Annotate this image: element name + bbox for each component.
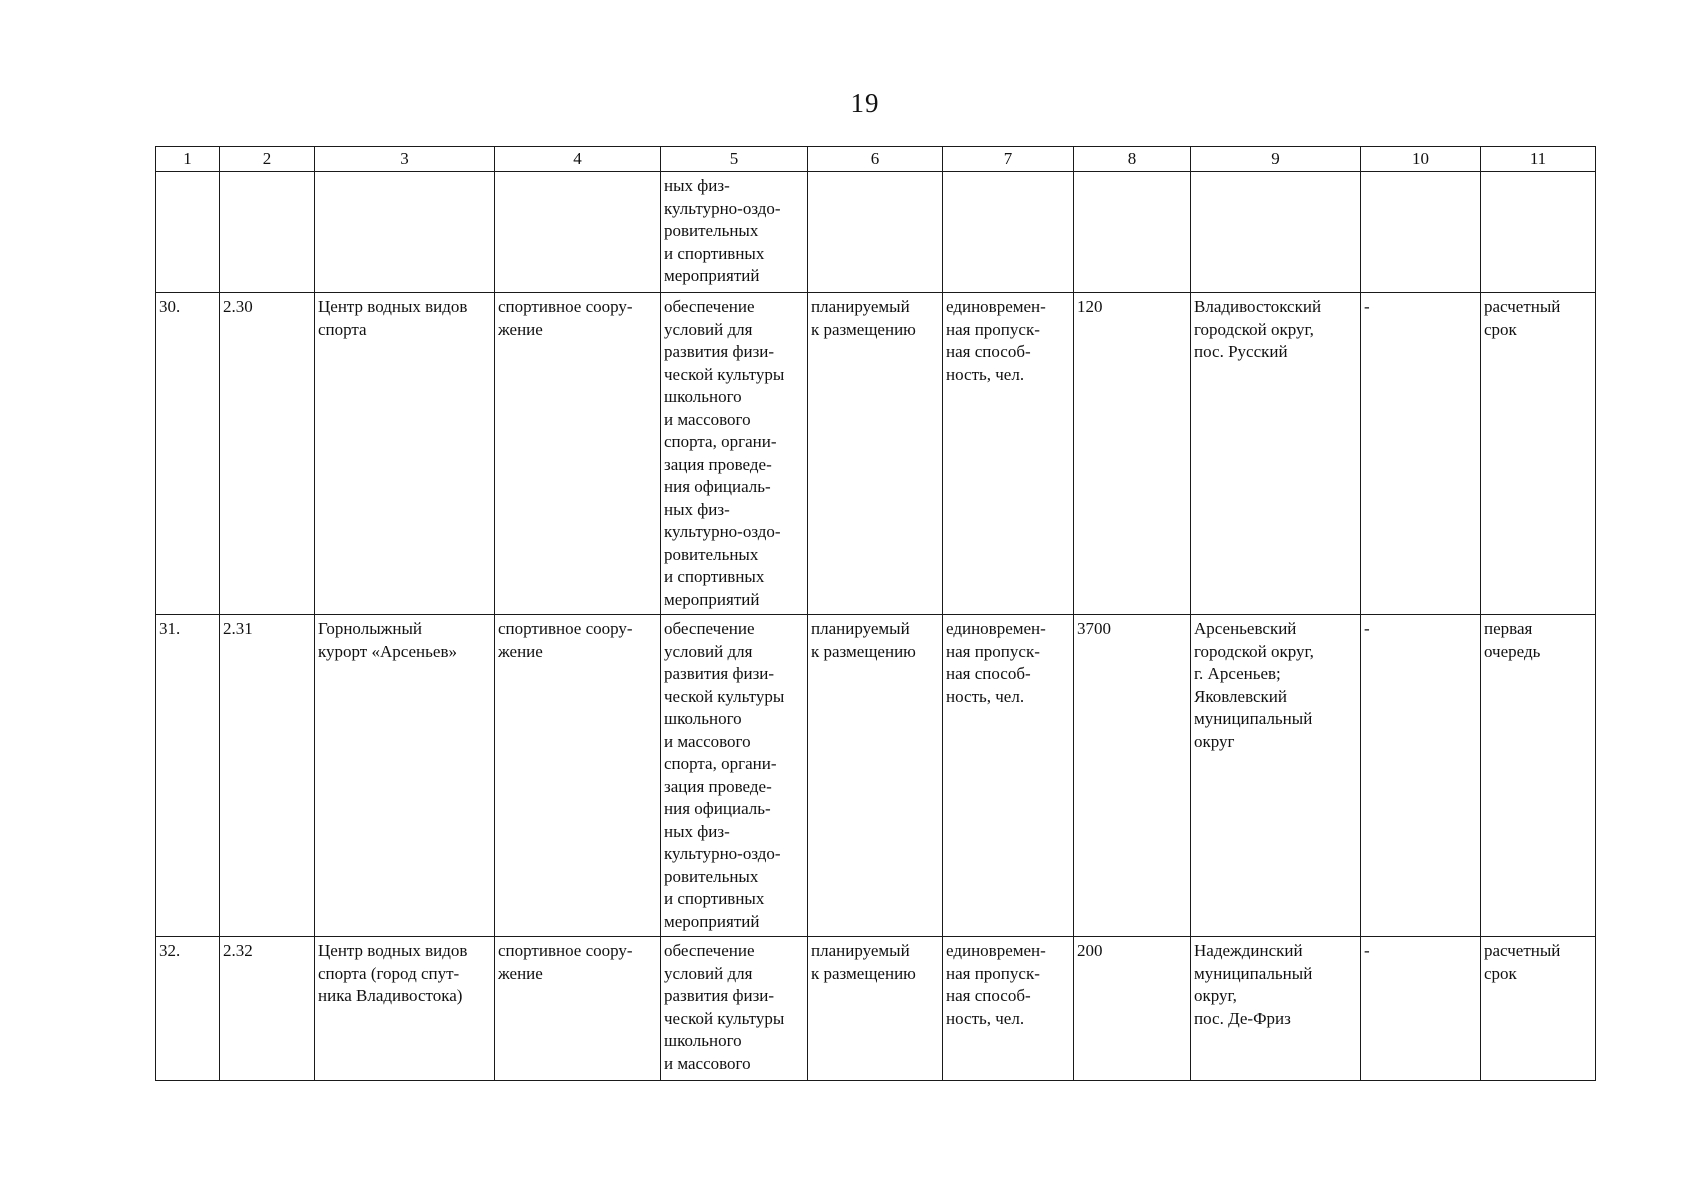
column-header: 3 xyxy=(315,147,495,172)
table-cell: 120 xyxy=(1074,293,1191,615)
table-row xyxy=(156,615,1596,937)
table-cell: обеспечение условий для развития физи- ческой культуры школьного и массового xyxy=(661,937,808,1081)
table-cell: обеспечение условий для развития физи- ческой культуры школьного и массового спорта, органи- зация проведе- ния официаль- ных физ- культурно-оздо- ровительных и спортивных мероприятий xyxy=(661,293,808,615)
table-cell: планируемый к размещению xyxy=(808,615,943,937)
table-cell: спортивное соору- жение xyxy=(495,293,661,615)
table-cell: Арсеньевский городской округ, г. Арсеньев; Яковлевский муниципальный округ xyxy=(1191,615,1361,937)
table-cell: 200 xyxy=(1074,937,1191,1081)
column-header: 2 xyxy=(220,147,315,172)
data-table xyxy=(155,146,1596,1081)
column-header: 10 xyxy=(1361,147,1481,172)
page-number: 19 xyxy=(850,88,880,118)
column-header: 5 xyxy=(661,147,808,172)
table-row xyxy=(156,293,1596,615)
table-cell: Надеждинский муниципальный округ, пос. Де-Фриз xyxy=(1191,937,1361,1081)
table-cell xyxy=(1361,172,1481,293)
table-cell: спортивное соору- жение xyxy=(495,937,661,1081)
header-row xyxy=(156,147,1596,172)
column-header: 6 xyxy=(808,147,943,172)
table-cell: 2.31 xyxy=(220,615,315,937)
table-cell: единовремен- ная пропуск- ная способ- ность, чел. xyxy=(943,937,1074,1081)
table-cell: ных физ- культурно-оздо- ровительных и спортивных мероприятий xyxy=(661,172,808,293)
table-cell: единовремен- ная пропуск- ная способ- ность, чел. xyxy=(943,615,1074,937)
table-cell xyxy=(808,172,943,293)
table-cell: Владивостокский городской округ, пос. Русский xyxy=(1191,293,1361,615)
column-header: 7 xyxy=(943,147,1074,172)
table-cell: спортивное соору- жение xyxy=(495,615,661,937)
table-cell xyxy=(943,172,1074,293)
table-cell: 2.30 xyxy=(220,293,315,615)
column-header: 1 xyxy=(156,147,220,172)
table-cell: 30. xyxy=(156,293,220,615)
table-cell: расчетный срок xyxy=(1481,293,1596,615)
table-cell: планируемый к размещению xyxy=(808,937,943,1081)
table-cell: Центр водных видов спорта xyxy=(315,293,495,615)
table-cell: планируемый к размещению xyxy=(808,293,943,615)
table-cell: единовремен- ная пропуск- ная способ- ность, чел. xyxy=(943,293,1074,615)
column-header: 8 xyxy=(1074,147,1191,172)
column-header: 4 xyxy=(495,147,661,172)
table-cell: расчетный срок xyxy=(1481,937,1596,1081)
table-row-continuation xyxy=(156,172,1596,293)
column-header: 9 xyxy=(1191,147,1361,172)
table-cell: Центр водных видов спорта (город спут- ника Владивостока) xyxy=(315,937,495,1081)
table-cell xyxy=(315,172,495,293)
table-cell xyxy=(495,172,661,293)
table-cell: - xyxy=(1361,615,1481,937)
table-cell xyxy=(1481,172,1596,293)
table-cell: 32. xyxy=(156,937,220,1081)
table-cell: Горнолыжный курорт «Арсеньев» xyxy=(315,615,495,937)
table-cell: обеспечение условий для развития физи- ческой культуры школьного и массового спорта, органи- зация проведе- ния официаль- ных физ- культурно-оздо- ровительных и спортивных мероприятий xyxy=(661,615,808,937)
table-cell: 31. xyxy=(156,615,220,937)
table-cell: первая очередь xyxy=(1481,615,1596,937)
table-cell xyxy=(1191,172,1361,293)
column-header: 11 xyxy=(1481,147,1596,172)
table-cell xyxy=(1074,172,1191,293)
table-cell xyxy=(220,172,315,293)
table-cell: 3700 xyxy=(1074,615,1191,937)
table-cell: - xyxy=(1361,937,1481,1081)
table-cell xyxy=(156,172,220,293)
table-cell: - xyxy=(1361,293,1481,615)
table-row xyxy=(156,937,1596,1081)
table-cell: 2.32 xyxy=(220,937,315,1081)
